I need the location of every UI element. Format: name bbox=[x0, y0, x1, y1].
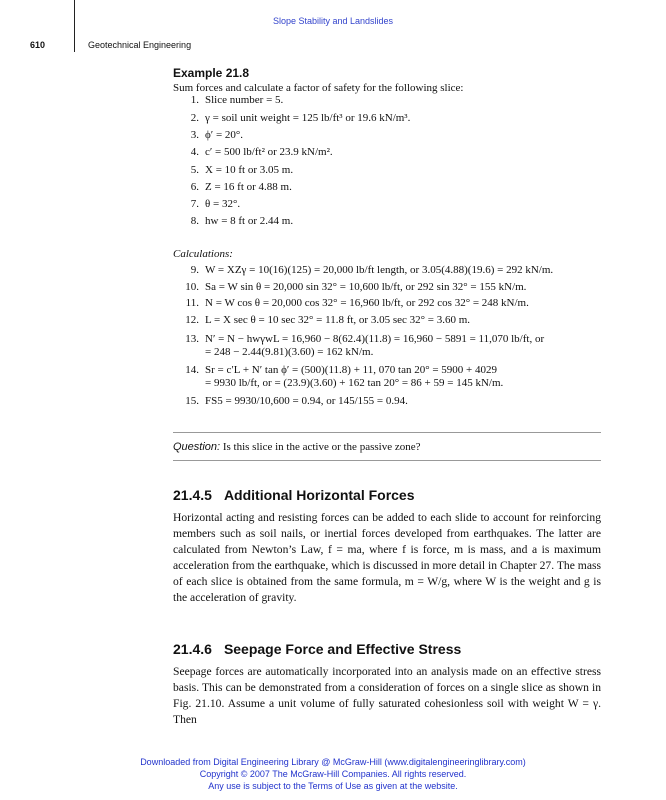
header-rule bbox=[74, 0, 75, 52]
section-number: 21.4.5 bbox=[173, 487, 212, 503]
calc-item: 13. N′ = N − hwγwL = 16,960 − 8(62.4)(11.8) = 16,960 − 5891 = 11,070 lb/ft, or = 248 − 2.44(9.81)(3.60) = 162 kN/m. bbox=[185, 333, 545, 358]
given-item: 5. X = 10 ft or 3.05 m. bbox=[190, 164, 294, 176]
calc-item: 10. Sa = W sin θ = 20,000 sin 32° = 10,600 lb/ft, or 292 sin 32° = 155 kN/m. bbox=[185, 281, 527, 293]
example-intro: Sum forces and calculate a factor of safety for the following slice: bbox=[173, 82, 464, 94]
section-number: 21.4.6 bbox=[173, 641, 212, 657]
calc-item: 11. N = W cos θ = 20,000 cos 32° = 16,960 lb/ft, or 292 cos 32° = 248 kN/m. bbox=[185, 297, 529, 309]
example-title: Example 21.8 bbox=[173, 66, 250, 80]
footer-terms-link[interactable]: Any use is subject to the Terms of Use as given at the website. bbox=[208, 781, 458, 791]
section-heading bbox=[173, 487, 415, 503]
section-paragraph: Seepage forces are automatically incorporated into an analysis made on an effective stress basis. This can be demonstrated from a consideration of forces on a single slice as shown in Fig. 21.10. Assume a unit volume of fully saturated cohesionless soil with weight W = γ. Then bbox=[173, 665, 601, 726]
question-label: Question: bbox=[173, 441, 221, 453]
given-item: 7. θ = 32°. bbox=[190, 198, 241, 210]
given-item: 1. Slice number = 5. bbox=[190, 94, 284, 106]
question-text: Is this slice in the active or the passive zone? bbox=[222, 441, 421, 453]
chapter-link[interactable]: Slope Stability and Landslides bbox=[272, 16, 394, 26]
calc-item: 12. L = X sec θ = 10 sec 32° = 11.8 ft, or 3.05 sec 32° = 3.60 m. bbox=[185, 314, 471, 326]
calculations-label: Calculations: bbox=[173, 248, 233, 260]
calc-item: 14. Sr = c′L + N′ tan ϕ′ = (500)(11.8) + 11, 070 tan 20° = 5900 + 4029 = 9930 lb/ft, or = (23.9)(3.60) + 162 tan 20° = 86 + 59 = 145 kN/m. bbox=[185, 364, 504, 389]
section-title: Seepage Force and Effective Stress bbox=[223, 641, 462, 657]
section-paragraph: Horizontal acting and resisting forces can be added to each slide to account for reinforcing members such as soil nails, or inertial forces developed from earthquakes. The latter are calculated from Newton’s Law, f = ma, where f is force, m is mass, and a is maximum acceleration from the earthquake, which is discussed in more detail in Chapter 27. The mass of each slice is obtained from the same formula, m = W/g, where W is the weight and g is the acceleration of gravity. bbox=[173, 511, 601, 604]
section-title: Additional Horizontal Forces bbox=[223, 487, 415, 503]
example-divider-top bbox=[173, 432, 601, 433]
given-item: 3. ϕ′ = 20°. bbox=[190, 129, 244, 141]
given-item: 6. Z = 16 ft or 4.88 m. bbox=[190, 181, 292, 193]
example-divider-bottom bbox=[173, 460, 601, 461]
given-item: 8. hw = 8 ft or 2.44 m. bbox=[190, 215, 294, 227]
running-head: Geotechnical Engineering bbox=[88, 40, 192, 50]
given-item: 2. γ = soil unit weight = 125 lb/ft³ or 19.6 kN/m³. bbox=[190, 112, 411, 124]
section-heading bbox=[173, 641, 461, 657]
question bbox=[173, 441, 420, 453]
given-item: 4. c′ = 500 lb/ft² or 23.9 kN/m². bbox=[190, 146, 333, 158]
calc-item: 15. FS5 = 9930/10,600 = 0.94, or 145/155 = 0.94. bbox=[185, 395, 408, 407]
footer-download-link[interactable]: Downloaded from Digital Engineering Library @ McGraw-Hill (www.digitalengineeringlibrary.com) bbox=[140, 757, 526, 767]
page-number: 610 bbox=[30, 40, 46, 50]
footer-copyright: Copyright © 2007 The McGraw-Hill Companies. All rights reserved. bbox=[199, 769, 467, 779]
calc-item: 9. W = XZγ = 10(16)(125) = 20,000 lb/ft length, or 3.05(4.88)(19.6) = 292 kN/m. bbox=[190, 264, 554, 276]
